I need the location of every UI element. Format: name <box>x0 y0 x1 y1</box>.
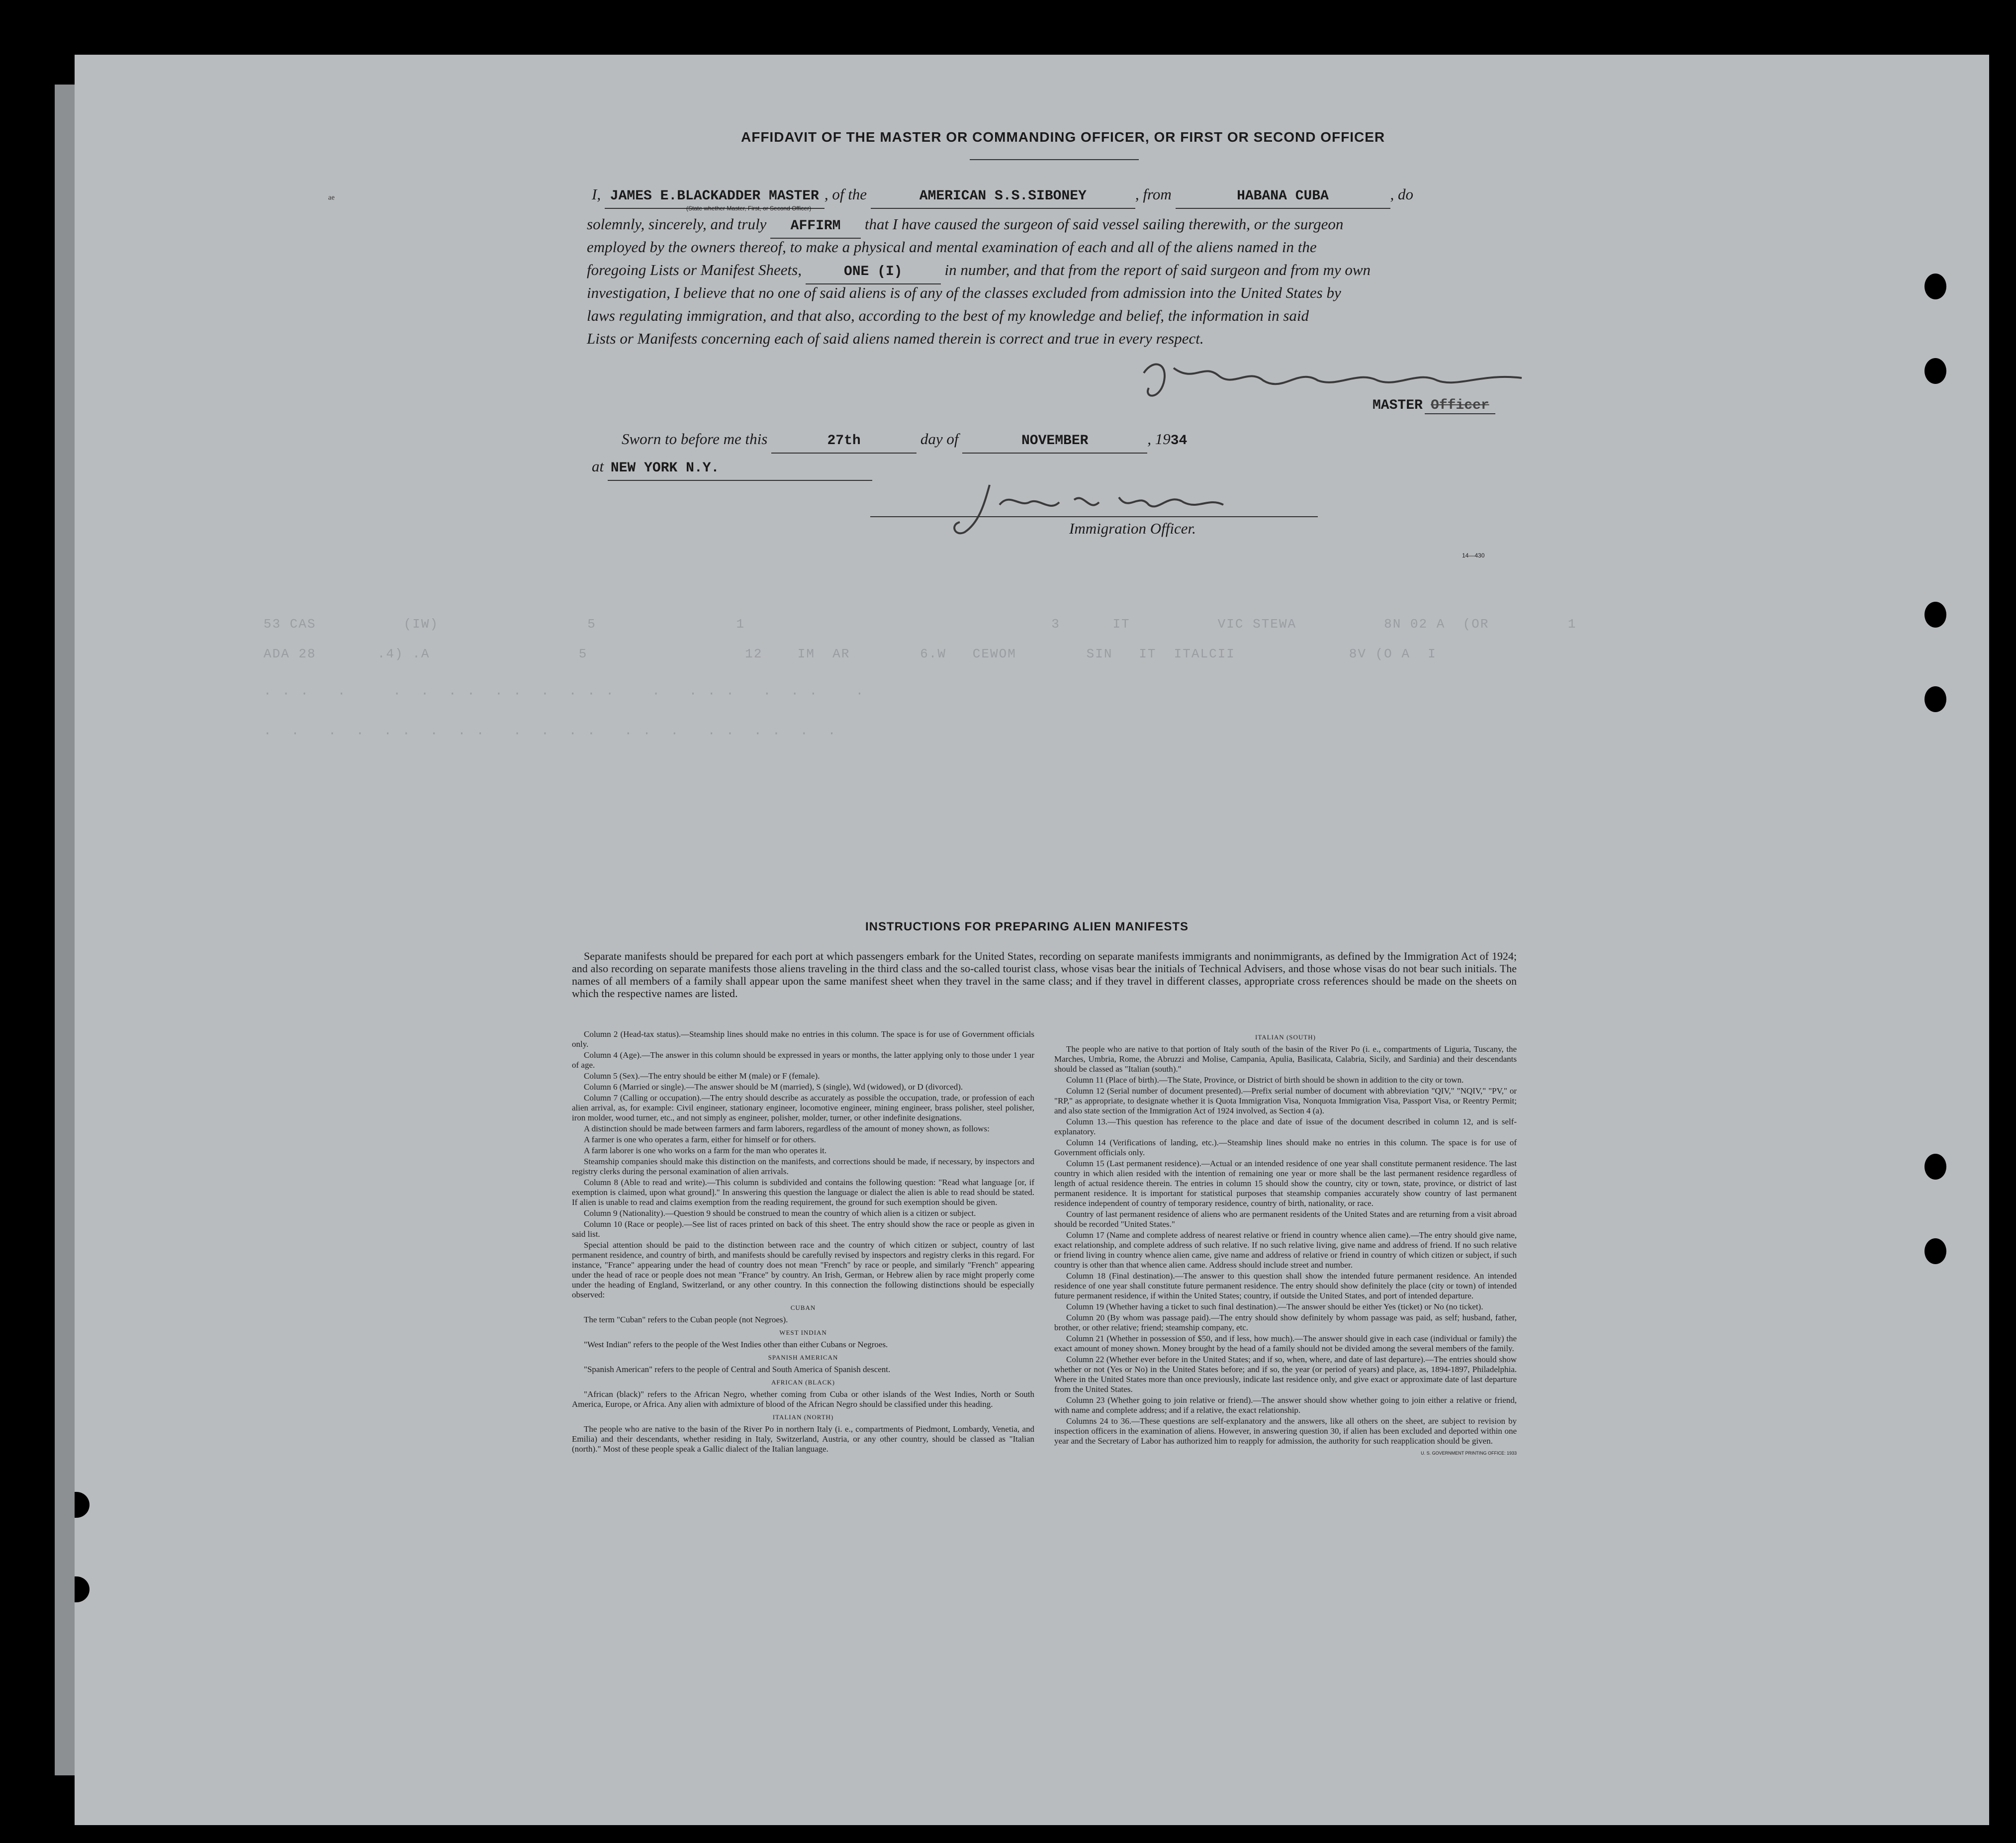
instruction-paragraph: Column 6 (Married or single).—The answer should be M (married), S (single), Wd (widowed), or D (divorced). <box>584 1082 963 1092</box>
instruction-paragraph: Column 4 (Age).—The answer in this column should be expressed in years or months, the latter applying only to those under 1 year of age. <box>572 1050 1034 1070</box>
ghost-row-1: 53 CAS (IW) 5 1 3 IT VIC STEWA 8N 02 A (OR 1 <box>264 617 1577 632</box>
para-italian-north: The people who are native to the basin of the River Po in northern Italy (i. e., compartments of Piedmont, Lombardy, Venetia, and Emilia) and their descendants, whether residing in Italy, Switzerland, Austria, or any other country, should be classed as "Italian (north)." Most of these people speak a Gallic dialect of the Italian language. <box>572 1424 1034 1454</box>
instruction-paragraph: Country of last permanent residence of aliens who are permanent residents of the United States and are returning from a visit abroad should be recorded "United States." <box>1054 1209 1517 1229</box>
stray-mark: ᵃᵉ <box>328 193 335 206</box>
instructions-title: INSTRUCTIONS FOR PREPARING ALIEN MANIFESTS <box>865 920 1189 933</box>
signer-title <box>1373 398 1495 414</box>
instruction-paragraph: A farm laborer is one who works on a farm for the man who operates it. <box>584 1146 827 1155</box>
of-the-label: , of the <box>824 185 867 203</box>
affidavit-line-7: Lists or Manifests concerning each of said aliens named therein is correct and true in every respect. <box>587 330 1204 347</box>
sworn-place-line <box>592 455 872 481</box>
sworn-year: 34 <box>1170 433 1188 449</box>
instructions-left-column <box>572 1029 1034 1455</box>
instruction-paragraph: A distinction should be made between farmers and farm laborers, regardless of the amount of money shown, as follows: <box>584 1124 990 1133</box>
instructions-intro <box>572 950 1517 1001</box>
form-number: 14—430 <box>1462 552 1485 559</box>
binder-hole <box>1924 274 1946 299</box>
line4a-text: foregoing Lists or Manifest Sheets, <box>587 261 802 278</box>
heading-west-indian: WEST INDIAN <box>779 1329 827 1336</box>
heading-italian-north: ITALIAN (NORTH) <box>772 1413 834 1421</box>
i-label: I, <box>592 185 601 203</box>
instruction-paragraph: Column 20 (By whom was passage paid).—The entry should show definitely by whom passage was paid, as self; husband, father, brother, or other relative; friend; steamship company, etc. <box>1054 1313 1517 1332</box>
ghost-row-2: ADA 28 .4) .A 5 12 IM AR 6.W CEWOM SIN IT ITALCII 8V (O A I <box>264 646 1498 661</box>
do-label: , do <box>1390 185 1413 203</box>
affidavit-title: AFFIDAVIT OF THE MASTER OR COMMANDING OFFICER, OR FIRST OR SECOND OFFICER <box>741 129 1385 145</box>
instruction-paragraph: Column 21 (Whether in possession of $50, and if less, how much).—The answer should give in each case (individual or family) the exact amount of money shown. Money brought by the head of a family should not be divided among the several members of the family. <box>1054 1334 1517 1353</box>
heading-spanish-american: SPANISH AMERICAN <box>768 1354 838 1361</box>
struck-title: Officer <box>1425 398 1495 414</box>
heading-african: AFRICAN (BLACK) <box>771 1379 835 1386</box>
para-west-indian: "West Indian" refers to the people of the West Indies other than either Cubans or Negroes. <box>584 1340 888 1349</box>
instruction-paragraph: Special attention should be paid to the distinction between race and the country of which citizen or subject, country of last permanent residence, and country of birth, and manifests should be carefully revised by inspectors and registry clerks in this regard. For instance, "France" appearing under the head of country does not mean "French" by race or people, and similarly "French" appearing under the head of race or people does not mean "France" by country. An Irish, German, or Hebrew alien by race might properly come under the heading of England, Switzerland, or any other country. In this connection the following distinctions should be especially observed: <box>572 1240 1034 1299</box>
officer-title: Immigration Officer. <box>1069 520 1196 537</box>
heading-cuban: CUBAN <box>790 1304 816 1311</box>
from-label: , from <box>1135 185 1172 203</box>
printing-office: U. S. GOVERNMENT PRINTING OFFICE: 1933 <box>1421 1451 1517 1456</box>
sworn-place: NEW YORK N.Y. <box>608 457 872 481</box>
binder-hole <box>1924 358 1946 384</box>
instruction-paragraph: Steamship companies should make this distinction on the manifests, and corrections should be made, if necessary, by inspectors and registry clerks during the personal examination of alien arrivals. <box>572 1157 1034 1176</box>
affidavit-line-4 <box>587 259 1371 284</box>
instruction-paragraph: Column 23 (Whether going to join relative or friend).—The answer should show whether going to join either a relative or friend, with name and complete address; and if a relative, the exact relationship. <box>1054 1395 1517 1415</box>
intro-paragraph: Separate manifests should be prepared for each port at which passengers embark for the United States, recording on separate manifests immigrants and nonimmigrants, as defined by the Immigration Act of 1924; and also recording on separate manifests those aliens traveling in the third class and the so-called tourist class, whose visas bear the initials of Technical Advisers, and those whose visas do not bear such initials. The names of all members of a family shall appear upon the same manifest sheet when they travel in the same class; and if they travel in different classes, appropriate cross references should be made on the sheets on which the respective names are listed. <box>572 950 1517 1000</box>
para-cuban: The term "Cuban" refers to the Cuban people (not Negroes). <box>584 1315 788 1324</box>
line4b-text: in number, and that from the report of said surgeon and from my own <box>944 261 1371 278</box>
instruction-paragraph: Column 22 (Whether ever before in the United States; and if so, when, where, and date of last departure).—The entries should show whether or not (Yes or No) in the United States before; and if so, the year (or period of years) and place, as, 1894-1897, Philadelphia. Where in the United States more than once previously, indicate last residence only, and give exact or approximate date of last departure from the United States. <box>1054 1355 1517 1394</box>
instruction-paragraph: Column 12 (Serial number of document presented).—Prefix serial number of document with abbreviation "QIV," "NQIV," "PV," or "RP," as appropriate, to designate whether it is Quota Immigration Visa, Nonquota Immigration Visa, Passport Visa, or Reentry Permit; and also state section of the Immigration Act of 1924 involved, as Section 4 (a). <box>1054 1086 1517 1115</box>
title-divider <box>970 159 1139 160</box>
line2b-text: that I have caused the surgeon of said vessel sailing therewith, or the surgeon <box>864 215 1344 233</box>
instruction-paragraph: Column 7 (Calling or occupation).—The entry should describe as accurately as possible the occupation, trade, or profession of each alien arrival, as, for example: Civil engineer, stationary engineer, locomotive engineer, mining engineer, brass polisher, steel polisher, iron molder, wood turner, etc., and not simply as engineer, polisher, molder, turner, or other indefinite designations. <box>572 1093 1034 1122</box>
heading-italian-south: ITALIAN (SOUTH) <box>1255 1033 1316 1041</box>
right-paragraphs <box>1054 1044 1517 1446</box>
sworn-month: NOVEMBER <box>962 430 1147 454</box>
instructions-right-column <box>1054 1029 1517 1458</box>
line2a-text: solemnly, sincerely, and truly <box>587 215 767 233</box>
instruction-paragraph: Column 9 (Nationality).—Question 9 should be construed to mean the country of which alien is a citizen or subject. <box>584 1208 976 1218</box>
manifest-page <box>75 55 1989 1825</box>
instruction-paragraph: Column 2 (Head-tax status).—Steamship lines should make no entries in this column. The space is for use of Government officials only. <box>572 1029 1034 1049</box>
instruction-paragraph: A farmer is one who operates a farm, either for himself or for others. <box>584 1135 816 1144</box>
instruction-paragraph: Column 13.—This question has reference to the place and date of issue of the document described in column 12, and is self-explanatory. <box>1054 1117 1517 1136</box>
vessel-name: AMERICAN S.S.SIBONEY <box>871 185 1135 209</box>
instruction-paragraph: Column 14 (Verifications of landing, etc.).—Steamship lines should make no entries in this column. The space is for use of Government officials only. <box>1054 1138 1517 1157</box>
affirm-word: AFFIRM <box>770 215 861 239</box>
binder-hole <box>1924 602 1946 628</box>
binder-hole <box>1924 1238 1946 1264</box>
affidavit-line-3: employed by the owners thereof, to make a physical and mental examination of each and all of the aliens named in the <box>587 238 1317 256</box>
master-title: MASTER <box>1373 398 1423 413</box>
day-of-label: day of <box>920 430 959 448</box>
instruction-paragraph: Column 11 (Place of birth).—The State, Province, or District of birth should be shown in addition to the city or town. <box>1066 1075 1464 1085</box>
para-african: "African (black)" refers to the African Negro, whether coming from Cuba or other islands of the West Indies, North or South America, Europe, or Africa. Any alien with admixture of blood of the African Negro should be classified under this heading. <box>572 1389 1034 1409</box>
binder-hole <box>75 1576 90 1602</box>
affidavit-line-2 <box>587 213 1343 239</box>
binder-hole <box>1924 686 1946 712</box>
port-of-departure: HABANA CUBA <box>1176 185 1390 209</box>
master-name: JAMES E.BLACKADDER MASTER <box>605 185 825 209</box>
instruction-paragraph: Column 5 (Sex).—The entry should be either M (male) or F (female). <box>584 1071 820 1081</box>
instruction-paragraph: Column 10 (Race or people).—See list of races printed on back of this sheet. The entry should show the race or people as given in said list. <box>572 1219 1034 1239</box>
instruction-paragraph: Column 15 (Last permanent residence).—Actual or an intended residence of one year shall constitute permanent residence. The last country in which alien resided with the intention of remaining one year or more shall be the last permanent residence regardless of length of actual residence therein. The entries in column 15 should show the country, city or town, state, province, or district of last permanent residence. It is important for statistical purposes that steamship companies accurately show country of last permanent residence independent of country of temporary residence, country of birth, nationality, or race. <box>1054 1159 1517 1208</box>
left-paragraphs <box>572 1029 1034 1300</box>
affidavit-line-5: investigation, I believe that no one of said aliens is of any of the classes excluded from admission into the United States by <box>587 284 1341 301</box>
instruction-paragraph: Column 8 (Able to read and write).—This column is subdivided and contains the following question: "Read what language [or, if exemption is claimed, upon what ground]." In answering this question the language or dialect the alien is able to read should be stated. If alien is unable to read and claims exemption from the reading requirement, the ground for such exemption should be given. <box>572 1178 1034 1207</box>
para-spanish-american: "Spanish American" refers to the people of Central and South America of Spanish descent. <box>584 1365 891 1374</box>
instruction-paragraph: Column 19 (Whether having a ticket to such final destination).—The answer should be either Yes (ticket) or No (no ticket). <box>1066 1302 1483 1311</box>
ghost-row-3: · · · · · · · · · · · · · · · · · · · · · · <box>264 686 865 701</box>
instruction-paragraph: Columns 24 to 36.—These questions are self-explanatory and the answers, like all others on the sheet, are subject to revision by inspection officers in the examination of aliens. However, in answering question 30, if alien has been excluded and deported within one year and the Secretary of Labor has authorized him to reapply for admission, the authority for such reapplication should be given. <box>1054 1416 1517 1446</box>
binder-hole <box>75 1492 90 1518</box>
year-prefix: , 19 <box>1147 430 1171 448</box>
instruction-paragraph: Column 17 (Name and complete address of nearest relative or friend in country whence alien came).—The entry should give name, exact relationship, and complete address of such relative. If no such relative living, give name and address of friend. If no such relative or friend living in country whence alien came, give name and address of relative or friend in country of which citizen or subject, if such country is other than that whence alien came. Address should include street and number. <box>1054 1230 1517 1270</box>
at-label: at <box>592 458 604 475</box>
master-note: (State whether Master, First, or Second Officer) <box>686 205 812 212</box>
sworn-prefix: Sworn to before me this <box>622 430 768 448</box>
sheet-count: ONE (I) <box>806 261 941 284</box>
instruction-paragraph: The people who are native to that portion of Italy south of the basin of the River Po (i. e., compartments of Liguria, Tuscany, the Marches, Umbria, Rome, the Abruzzi and Molise, Campania, Apulia, Basilicata, Calabria, Sicily, and Sardinia) and their descendants should be classed as "Italian (south)." <box>1054 1044 1517 1074</box>
sworn-day: 27th <box>771 430 916 454</box>
binder-hole <box>1924 1154 1946 1180</box>
ghost-row-4: · · · · · · · · · · · · · · · · · · · · · · <box>264 726 837 741</box>
instruction-paragraph: Column 18 (Final destination).—The answer to this question shall show the intended future permanent residence. An intended residence of one year shall constitute future permanent residence. The entry should show definitely the place (city or town) of intended future permanent residence, if within the United States; country, if outside the United States, and port of intended departure. <box>1054 1271 1517 1300</box>
affidavit-line-6: laws regulating immigration, and that also, according to the best of my knowledge and belief, the information in said <box>587 307 1309 324</box>
sworn-line <box>622 428 1187 454</box>
